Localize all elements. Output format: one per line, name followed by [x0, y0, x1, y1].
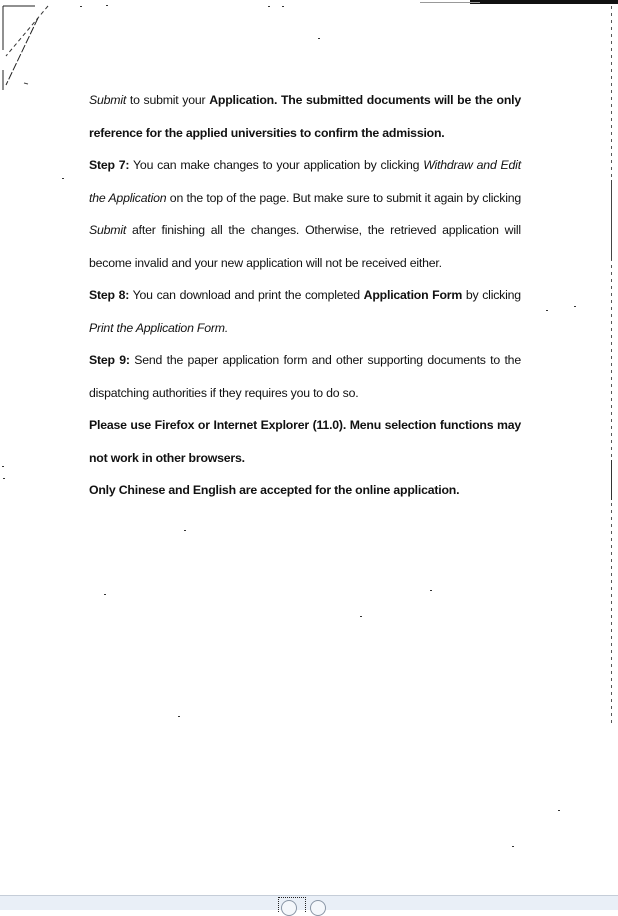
scan-speck	[104, 594, 106, 595]
text-run: not work in other browsers.	[89, 450, 245, 465]
scan-speck	[574, 306, 576, 307]
text-run: Application Form	[363, 288, 463, 302]
scan-speck	[62, 178, 64, 179]
scan-speck	[546, 310, 548, 311]
text-line	[89, 344, 521, 377]
text-run: by clicking	[462, 288, 521, 302]
text-run: dispatching authorities if they requires you to do so.	[89, 385, 359, 400]
text-run: after finishing all the changes. Otherwise, the retrieved application will	[126, 223, 521, 237]
scan-speck	[178, 716, 180, 717]
scan-speck	[282, 6, 284, 7]
text-line	[89, 214, 521, 247]
viewer-status-bar	[0, 895, 618, 910]
text-run: Withdraw and Edit	[423, 158, 521, 172]
scan-speck	[360, 616, 362, 617]
text-line	[89, 117, 521, 150]
text-line	[89, 182, 521, 215]
text-run: Step 9:	[89, 353, 130, 367]
text-line	[89, 409, 521, 442]
text-run: Print the Application Form.	[89, 320, 229, 335]
text-run: the Application	[89, 190, 167, 205]
text-line	[89, 474, 521, 507]
right-edge-mark	[611, 180, 612, 260]
text-run: Submit	[89, 93, 127, 107]
text-line	[89, 279, 521, 312]
text-line	[89, 442, 521, 475]
text-run: Step 8:	[89, 288, 130, 302]
paragraph	[89, 474, 521, 507]
paragraph	[89, 84, 521, 149]
scan-speck	[558, 810, 560, 811]
paragraph	[89, 344, 521, 409]
paragraph	[89, 149, 521, 279]
right-edge-mark	[611, 460, 612, 500]
text-run: Only Chinese and English are accepted for the online application.	[89, 483, 460, 497]
text-line	[89, 247, 521, 280]
scan-speck	[2, 466, 4, 467]
paragraph	[89, 409, 521, 474]
scan-speck	[512, 846, 514, 847]
text-run: Submit	[89, 223, 127, 237]
instructions-text	[89, 84, 521, 507]
scan-speck	[268, 6, 270, 7]
text-line	[89, 84, 521, 117]
circle-button-icon[interactable]	[281, 900, 297, 916]
text-run: on the top of the page. But make sure to submit it again by clicking	[166, 190, 522, 205]
corner-fold-mark	[0, 0, 60, 95]
circle-button-icon[interactable]	[310, 900, 326, 916]
scan-speck	[3, 478, 5, 479]
text-run: Application. The submitted documents will be the only	[209, 93, 521, 107]
scan-speck	[318, 38, 320, 39]
text-run: You can download and print the completed	[129, 288, 364, 302]
text-line	[89, 149, 521, 182]
scan-speck	[430, 590, 432, 591]
text-run: You can make changes to your application by clicking	[129, 158, 424, 172]
scan-speck	[106, 5, 108, 6]
text-run: become invalid and your new application will not be received either.	[89, 255, 442, 270]
text-run: to submit your	[126, 93, 210, 107]
text-run: Step 7:	[89, 158, 130, 172]
top-edge-shadow	[470, 0, 618, 4]
text-run: Send the paper application form and other supporting documents to the	[129, 353, 521, 367]
right-edge-scan-line	[611, 6, 612, 726]
paragraph	[89, 279, 521, 344]
text-run: Please use Firefox or Internet Explorer (11.0). Menu selection functions may	[89, 418, 522, 432]
scan-speck	[184, 530, 186, 531]
text-line	[89, 377, 521, 410]
text-line	[89, 312, 521, 345]
scan-speck	[80, 6, 82, 7]
text-run: reference for the applied universities to confirm the admission.	[89, 125, 445, 140]
top-edge-line	[420, 2, 480, 3]
